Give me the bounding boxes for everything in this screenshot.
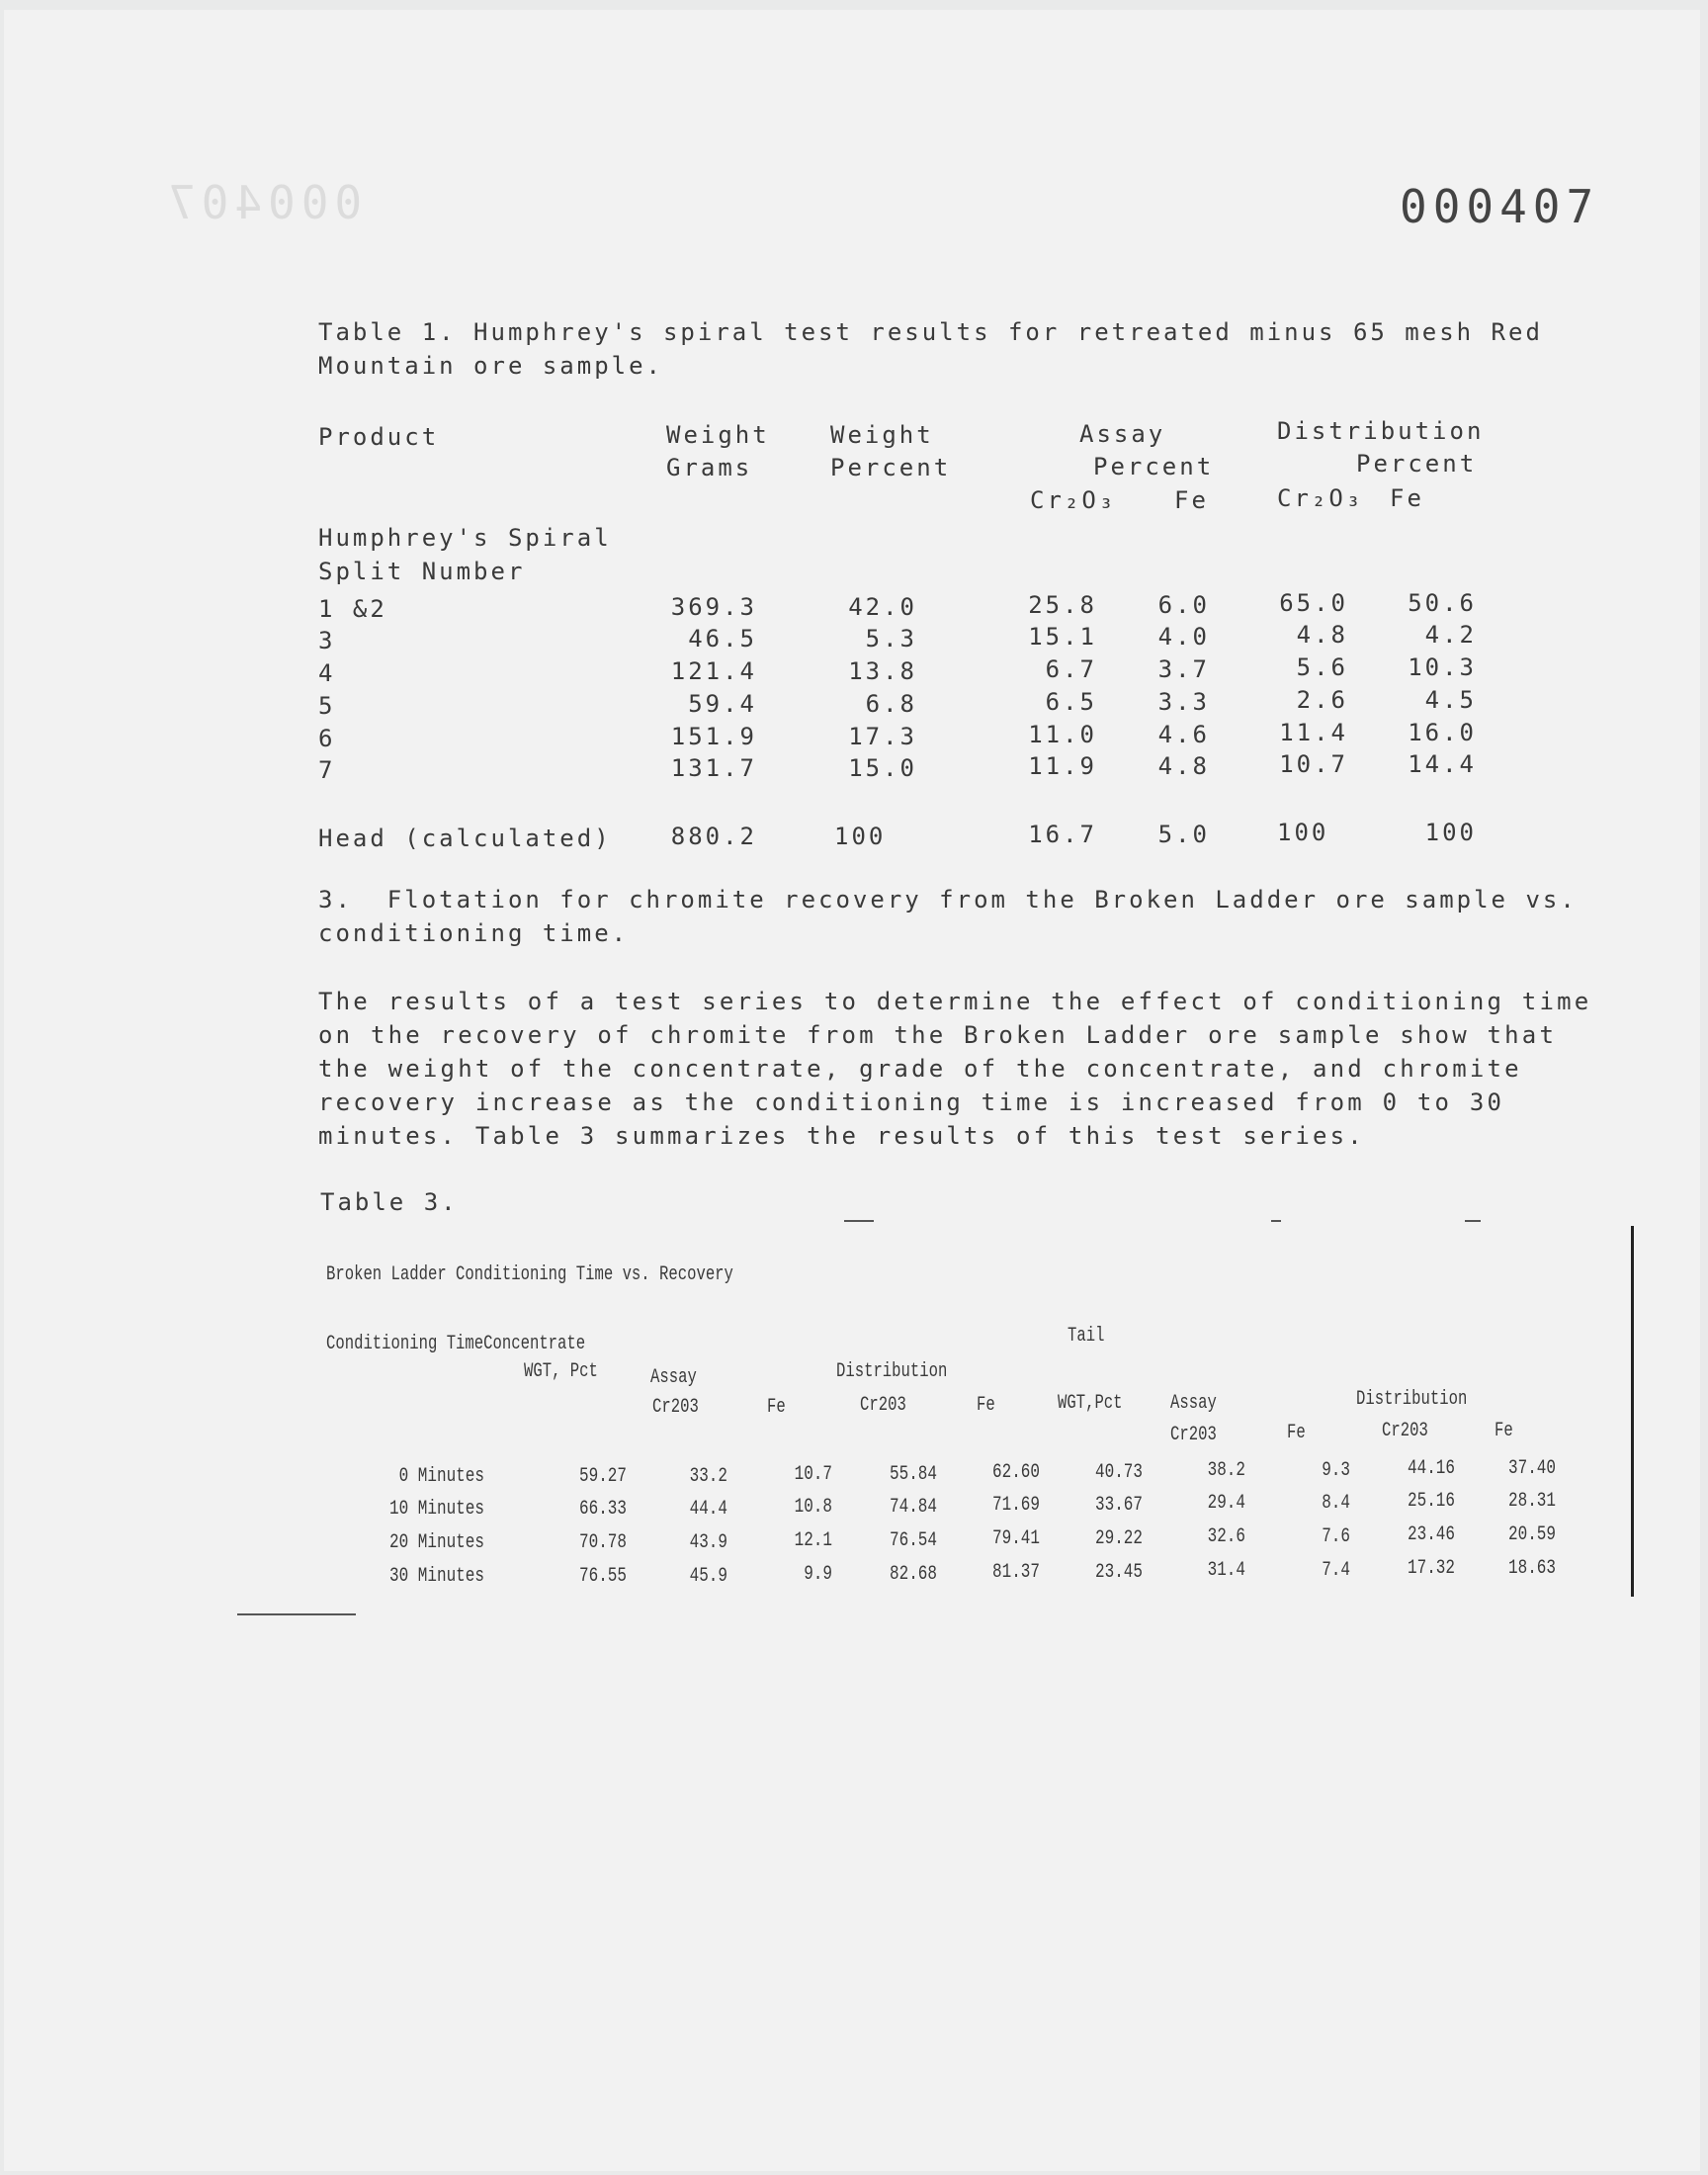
table1-header-weight-pct-2: Percent (830, 454, 952, 481)
table1-cell-a_fe: 6.0 (1157, 591, 1210, 619)
table1-head-pct: 100 (834, 823, 887, 850)
table1-cell-pct: 13.8 (848, 657, 917, 685)
table3-cell-c_dcr: 74.84 (889, 1496, 937, 1519)
table1-cell-pct: 17.3 (848, 723, 917, 750)
section3-heading-line2: conditioning time. (318, 919, 630, 947)
table1-cell-pct: 6.8 (865, 690, 917, 718)
table1-cell-split: 7 (318, 756, 336, 784)
table3-header-tail-assay: Assay (1170, 1392, 1217, 1415)
table3-title: Broken Ladder Conditioning Time vs. Recovery (326, 1263, 733, 1286)
table3-cell-time: 20 Minutes (388, 1531, 484, 1554)
table1-caption-line2: Mountain ore sample. (318, 352, 663, 380)
table1-header-weight-pct-1: Weight (830, 421, 934, 449)
table1-cell-grams: 369.3 (670, 593, 757, 621)
table3-cell-t_dcr: 23.46 (1407, 1523, 1455, 1546)
table3-cell-t_cr: 32.6 (1207, 1525, 1245, 1548)
table3-header-tail-dist-cr203: Cr203 (1382, 1420, 1428, 1442)
table1-cell-a_fe: 4.0 (1157, 623, 1210, 651)
table3-cell-t_dfe: 18.63 (1507, 1557, 1556, 1580)
document-page (4, 10, 1700, 2171)
table3-cell-t_dfe: 37.40 (1507, 1457, 1556, 1480)
table3-cell-time: 0 Minutes (398, 1465, 484, 1488)
table1-cell-d_fe: 14.4 (1408, 750, 1477, 778)
table1-cell-grams: 131.7 (670, 754, 757, 782)
table1-cell-d_cr: 4.8 (1296, 621, 1348, 649)
table3-cell-c_dcr: 82.68 (889, 1563, 937, 1586)
table3-cell-c_wgt: 66.33 (578, 1498, 627, 1521)
table3-cell-time: 10 Minutes (388, 1498, 484, 1521)
table1-header-weight-grams-1: Weight (666, 421, 770, 449)
table1-cell-split: 1 &2 (318, 595, 387, 623)
table3-header-tail-wgt: WGT,Pct (1058, 1392, 1123, 1415)
table1-cell-d_cr: 5.6 (1296, 653, 1348, 681)
table1-header-distribution-1: Distribution (1277, 417, 1485, 445)
table3-cell-t_cr: 38.2 (1207, 1459, 1245, 1482)
table3-header-fe: Fe (767, 1396, 786, 1419)
table1-cell-a_cr: 6.5 (1045, 688, 1097, 716)
section3-heading-line1: 3. Flotation for chromite recovery from the Broken Ladder ore sample vs. (318, 886, 1578, 914)
table1-head-grams: 880.2 (670, 823, 757, 850)
table3-cell-c_fe: 12.1 (794, 1529, 832, 1552)
table1-cell-split: 3 (318, 627, 336, 654)
table1-cell-a_cr: 11.0 (1028, 721, 1097, 748)
decorative-dash (1271, 1220, 1281, 1222)
table3-cell-t_dcr: 44.16 (1407, 1457, 1455, 1480)
table3-cell-t_fe: 8.4 (1322, 1492, 1350, 1515)
table1-header-assay-cr2o3: Cr₂O₃ (1030, 486, 1117, 514)
table1-head-assay-cr: 16.7 (1028, 821, 1097, 848)
table3-cell-t_fe: 9.3 (1322, 1459, 1350, 1482)
bleed-through-page-number: 000407 (162, 176, 363, 229)
table3-cell-t_wgt: 29.22 (1094, 1527, 1143, 1550)
table3-cell-c_dfe: 71.69 (991, 1494, 1040, 1517)
decorative-dash (844, 1220, 874, 1222)
table3-cell-c_wgt: 76.55 (578, 1565, 627, 1588)
table3-label: Table 3. (320, 1188, 459, 1216)
table3-header-distribution: Distribution (836, 1360, 948, 1383)
table3-cell-t_dcr: 17.32 (1407, 1557, 1455, 1580)
table3-header-cr203: Cr203 (652, 1396, 699, 1419)
table1-header-assay-1: Assay (1079, 420, 1166, 448)
decorative-dash (237, 1613, 356, 1615)
table3-cell-c_cr: 33.2 (689, 1465, 727, 1488)
table1-cell-split: 6 (318, 725, 336, 752)
table3-cell-c_wgt: 70.78 (578, 1531, 627, 1554)
table3-cell-c_fe: 10.7 (794, 1463, 832, 1486)
decorative-dash (1465, 1220, 1481, 1222)
table1-cell-d_fe: 16.0 (1408, 719, 1477, 746)
table1-header-assay-2: Percent (1093, 453, 1215, 480)
table3-header-tail-dist-fe: Fe (1494, 1420, 1513, 1442)
table1-head-dist-cr: 100 (1277, 819, 1329, 846)
table1-cell-d_cr: 65.0 (1279, 589, 1348, 617)
table1-cell-a_fe: 3.3 (1157, 688, 1210, 716)
table1-caption-line1: Table 1. Humphrey's spiral test results for retreated minus 65 mesh Red (318, 318, 1543, 346)
table1-cell-split: 4 (318, 659, 336, 687)
table3-cell-c_dfe: 79.41 (991, 1527, 1040, 1550)
table1-cell-pct: 42.0 (848, 593, 917, 621)
table3-cell-t_cr: 29.4 (1207, 1492, 1245, 1515)
table3-cell-c_fe: 10.8 (794, 1496, 832, 1519)
table1-header-dist-fe: Fe (1390, 484, 1424, 512)
table1-cell-a_cr: 11.9 (1028, 752, 1097, 780)
table1-head-dist-fe: 100 (1424, 819, 1477, 846)
table3-cell-c_dfe: 62.60 (991, 1461, 1040, 1484)
table3-header-dist-fe: Fe (977, 1394, 995, 1417)
table1-cell-d_cr: 10.7 (1279, 750, 1348, 778)
table3-cell-t_wgt: 40.73 (1094, 1461, 1143, 1484)
table1-head-assay-fe: 5.0 (1157, 821, 1210, 848)
table3-cell-c_dcr: 55.84 (889, 1463, 937, 1486)
table3-header-dist-cr203: Cr203 (860, 1394, 906, 1417)
table3-header-cond-time: Conditioning TimeConcentrate (326, 1333, 586, 1355)
table3-header-tail-distribution: Distribution (1356, 1388, 1468, 1411)
table1-cell-a_fe: 4.8 (1157, 752, 1210, 780)
table1-cell-d_cr: 2.6 (1296, 686, 1348, 714)
table3-cell-t_fe: 7.6 (1322, 1525, 1350, 1548)
table1-header-weight-grams-2: Grams (666, 454, 753, 481)
table3-cell-t_dfe: 28.31 (1507, 1490, 1556, 1513)
table1-header-product: Product (318, 423, 440, 451)
table3-cell-time: 30 Minutes (388, 1565, 484, 1588)
table1-group-label-1: Humphrey's Spiral (318, 524, 612, 552)
table1-cell-a_fe: 4.6 (1157, 721, 1210, 748)
table3-header-tail-fe: Fe (1287, 1422, 1306, 1444)
table1-cell-a_cr: 15.1 (1028, 623, 1097, 651)
table1-cell-d_fe: 10.3 (1408, 653, 1477, 681)
table3-header-tail-cr203: Cr203 (1170, 1424, 1217, 1446)
table1-cell-d_fe: 4.2 (1424, 621, 1477, 649)
table1-cell-d_fe: 4.5 (1424, 686, 1477, 714)
table3-cell-c_cr: 43.9 (689, 1531, 727, 1554)
table3-cell-c_dfe: 81.37 (991, 1561, 1040, 1584)
table3-cell-c_cr: 45.9 (689, 1565, 727, 1588)
table1-cell-a_cr: 6.7 (1045, 655, 1097, 683)
table3-cell-t_cr: 31.4 (1207, 1559, 1245, 1582)
table3-header-tail: Tail (1068, 1325, 1105, 1348)
table3-cell-c_cr: 44.4 (689, 1498, 727, 1521)
table1-cell-d_fe: 50.6 (1408, 589, 1477, 617)
table3-cell-t_dcr: 25.16 (1407, 1490, 1455, 1513)
table3-cell-t_wgt: 33.67 (1094, 1494, 1143, 1517)
table1-header-dist-cr2o3: Cr₂O₃ (1277, 484, 1364, 512)
table1-cell-d_cr: 11.4 (1279, 719, 1348, 746)
table1-head-label: Head (calculated) (318, 825, 612, 852)
table1-group-label-2: Split Number (318, 558, 526, 585)
table3-cell-t_wgt: 23.45 (1094, 1561, 1143, 1584)
table1-cell-a_fe: 3.7 (1157, 655, 1210, 683)
table1-header-assay-fe: Fe (1174, 486, 1209, 514)
table3-cell-t_fe: 7.4 (1322, 1559, 1350, 1582)
page-number: 000407 (1400, 180, 1600, 233)
table1-cell-grams: 151.9 (670, 723, 757, 750)
table1-cell-a_cr: 25.8 (1028, 591, 1097, 619)
table3-cell-c_dcr: 76.54 (889, 1529, 937, 1552)
table3-cell-c_fe: 9.9 (804, 1563, 832, 1586)
table1-cell-split: 5 (318, 692, 336, 720)
table3-header-wgt: WGT, Pct (524, 1360, 598, 1383)
table3-cell-c_wgt: 59.27 (578, 1465, 627, 1488)
table1-cell-grams: 46.5 (688, 625, 757, 652)
table1-cell-grams: 121.4 (670, 657, 757, 685)
table1-header-distribution-2: Percent (1356, 450, 1478, 478)
right-border-line (1631, 1226, 1634, 1597)
table1-cell-pct: 15.0 (848, 754, 917, 782)
table1-cell-pct: 5.3 (865, 625, 917, 652)
table1-cell-grams: 59.4 (688, 690, 757, 718)
table3-header-assay: Assay (650, 1366, 697, 1389)
table3-cell-t_dfe: 20.59 (1507, 1523, 1556, 1546)
section3-paragraph: The results of a test series to determine the effect of conditioning time on the recovery of chromite from the Broken Ladder ore sample show that the weight of the concentrate, grade of the concentrate, and chromite recovery increase as the conditioning time is increased from 0 to 30 minutes. Table 3 summarizes the results of this test series. (318, 988, 1592, 1150)
